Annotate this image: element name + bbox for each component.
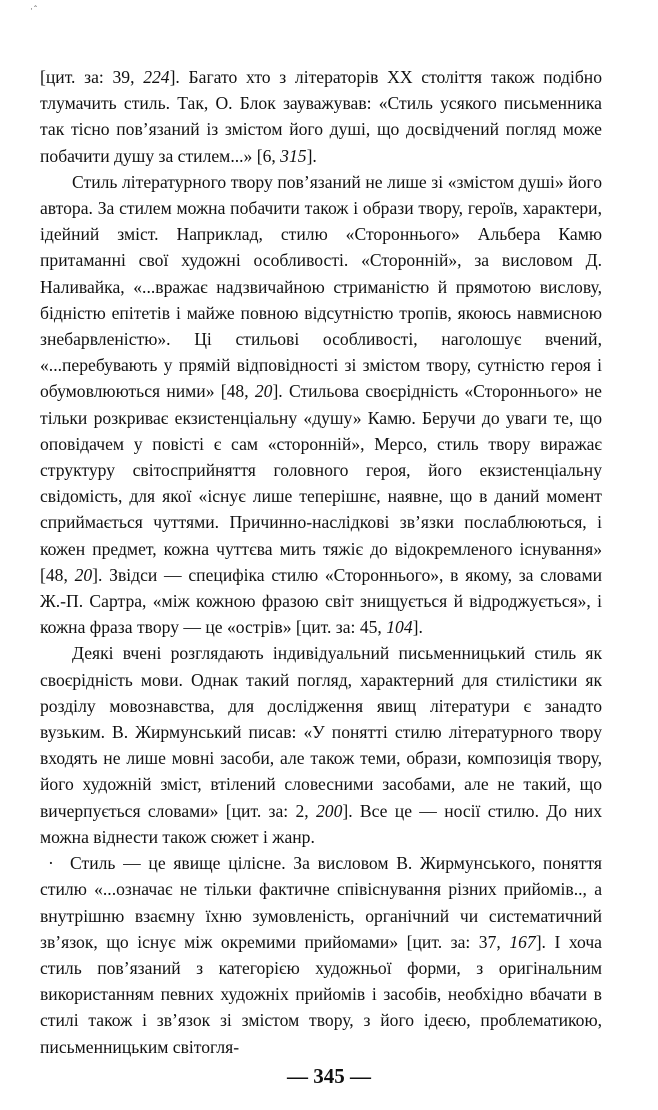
body-text <box>40 64 602 1060</box>
paragraph-p2 <box>40 169 602 641</box>
citation-page: 20 <box>254 381 273 402</box>
paragraph-p3 <box>40 640 602 850</box>
text-run: ]. Стильова своєрідність «Стороннього» не тільки розкриває екзистенціальну «душу» Камю. Беручи до уваги те, що оповідачем у повісті є сам «сторонній», Мерсо, стиль твору виражає структуру світосприйняття головного героя, його екзистенціальну свідомість, для якої «існує лише теперішнє, наявне, що в даний момент сприймається чуттями. Причинно-наслідкові зв’язки послаблюються, і кожен предмет, кожна чуттєва мить тяжіє до відокремленого існування» [48, <box>40 381 602 585</box>
corner-mark: ·ˆ <box>30 4 38 14</box>
paragraph-p1 <box>40 64 602 169</box>
text-run: [цит. за: 39, <box>40 67 144 87</box>
citation-page: 224 <box>143 67 170 87</box>
text-run: Стиль літературного твору пов’язаний не лише зі «змістом душі» його автора. За стилем можна побачити також і образи твору, героїв, характери, ідейний зміст. Наприклад, стилю «Стороннього» Альбера Камю притаманні свої художні особливості. «Сторонній», за висловом Д. Наливайка, «...вражає надзвичайною стриманістю й прямотою вислову, бідністю епітетів і майже повною відсутністю тропів, якоюсь навмисною знебарвленістю». Ці стильові особливості, наголошує вчений, «...перебувають у прямій відповідності зі змістом твору, сутністю героя і обумовлюються ними» [48, <box>40 171 602 402</box>
citation-page: 167 <box>509 931 536 952</box>
citation-page: 20 <box>74 564 93 585</box>
paragraph-p4 <box>40 850 602 1060</box>
text-run: ]. Багато хто з літераторів XX століття також подібно тлумачить стиль. Так, О. Блок зауважував: «Стиль усякого письменника так тісно пов’язаний із змістом його душі, що досвідчений погляд може побачити душу за стилем...» [6, <box>40 67 602 166</box>
citation-page: 315 <box>280 145 307 166</box>
text-run: ]. <box>306 145 317 166</box>
text-run: ]. І хоча стиль пов’язаний з категорією художньої форми, з оригінальним використанням певних художніх прийомів і засобів, необхідно вбачати в стилі також і зв’язок зі змістом твору, з його ідеєю, проблематикою, письменницьким світогля- <box>40 931 602 1057</box>
citation-page: 104 <box>386 617 413 638</box>
text-run: ]. Звідси — специфіка стилю «Стороннього», в якому, за словами Ж.-П. Сартра, «між кожною фразою світ знищується й відроджується», і кожна фраза твору — це «острів» [цит. за: 45, <box>40 564 602 638</box>
text-run: Стиль — це явище цілісне. За висловом В. Жирмунського, поняття стилю «...означає не тільки фактичне співіснування різних прийомів.., а внутрішню взаємну їхню зумовленість, органічний чи систематичний зв’язок, що існує між окремими прийомами» [цит. за: 37, <box>40 853 602 952</box>
text-run: ]. <box>412 617 423 638</box>
text-run: ]. Все це — носії стилю. До них можна віднести також сюжет і жанр. <box>40 800 602 847</box>
page-number: — 345 — <box>287 1064 371 1088</box>
citation-page: 200 <box>315 800 343 821</box>
text-run: Деякі вчені розглядають індивідуальний письменницький стиль як своєрідність мови. Однак такий погляд, характерний для стилістики як розділу мовознавства, для дослідження явищ літератури є занадто вузьким. В. Жирмунський писав: «У понятті стилю літературного твору входять не лише мовні засоби, але також теми, образи, композиція твору, його художній зміст, втілений словесними засобами, але не такий, що вичерпується словами» [цит. за: 2, <box>40 643 602 821</box>
paragraph-bullet: · <box>48 853 54 874</box>
